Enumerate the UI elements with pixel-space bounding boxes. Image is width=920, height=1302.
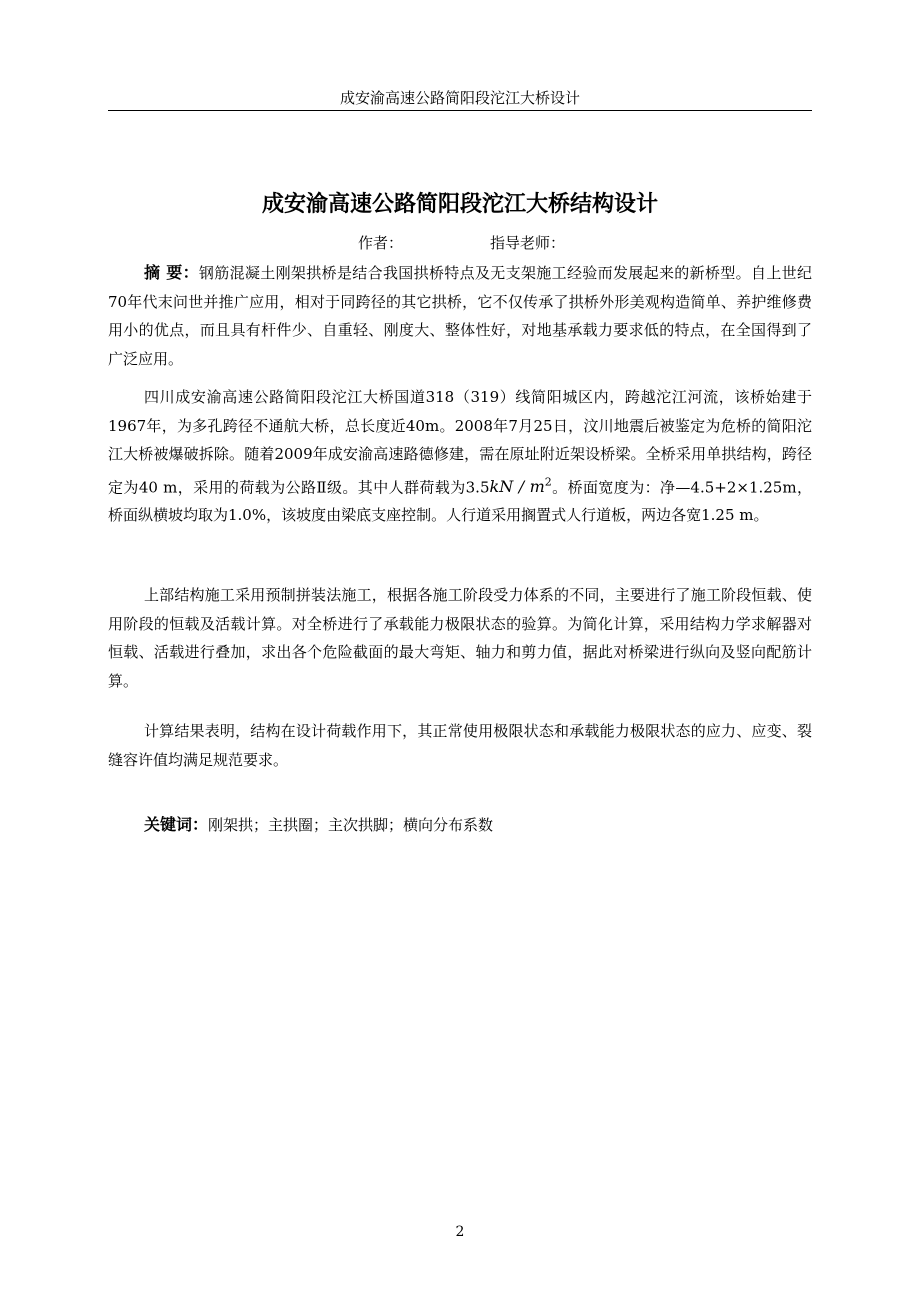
- keywords-text: 刚架拱；主拱圈；主次拱脚；横向分布系数: [208, 816, 494, 834]
- advisor-label: 指导老师：: [490, 234, 566, 252]
- page-number: 2: [455, 1224, 465, 1240]
- abstract-text-4: 计算结果表明，结构在设计荷载作用下，其正常使用极限状态和承载能力极限状态的应力、应变、裂缝容许值均满足规范要求。: [108, 722, 812, 769]
- abstract-text-3: 上部结构施工采用预制拼装法施工，根据各施工阶段受力体系的不同，主要进行了施工阶段恒载、使用阶段的恒载及活载计算。对全桥进行了承载能力极限状态的验算。为简化计算，采用结构力学求解器对恒载、活载进行叠加，求出各个危险截面的最大弯矩、轴力和剪力值，据此对桥梁进行纵向及竖向配筋计算。: [108, 586, 812, 690]
- abstract-paragraph-1: [108, 259, 812, 373]
- load-unit-base: kN / m: [489, 476, 545, 496]
- running-header: 成安渝高速公路简阳段沱江大桥设计: [339, 89, 580, 107]
- document-title: 成安渝高速公路简阳段沱江大桥结构设计: [261, 192, 658, 217]
- keywords-label: 关键词：: [144, 815, 209, 834]
- abstract-paragraph-4: [108, 717, 812, 774]
- abstract-text-1: 钢筋混凝土刚架拱桥是结合我国拱桥特点及无支架施工经验而发展起来的新桥型。自上世纪70年代末问世并推广应用，相对于同跨径的其它拱桥，它不仅传承了拱桥外形美观构造简单、养护维修费用小的优点，而且具有杆件少、自重轻、刚度大、整体性好，对地基承载力要求低的特点，在全国得到了广泛应用。: [108, 264, 812, 368]
- abstract-paragraph-2: [108, 383, 812, 530]
- abstract-paragraph-3: [108, 581, 812, 695]
- abstract-text-2a: 四川成安渝高速公路简阳段沱江大桥国道318（319）线简阳城区内，跨越沱江河流，该桥始建于1967年，为多孔跨径不通航大桥，总长度近40m。2008年7月25日，汶川地震后被鉴定为危桥的简阳沱江大桥被爆破拆除。随着2009年成安渝高速路德修建，需在原址附近架设桥梁。全桥采用单拱结构，跨径定为40 m，采用的荷载为公路Ⅱ级。其中人群荷载为3.5: [108, 388, 812, 496]
- abstract-label: 摘 要：: [144, 263, 199, 282]
- header-divider: [108, 110, 812, 111]
- author-label: 作者：: [358, 234, 404, 252]
- keywords-line: [108, 811, 812, 840]
- load-unit: [490, 477, 552, 496]
- load-unit-exponent: 2: [544, 475, 552, 489]
- abstract-text-2b: 。桥面宽度为：净—4.5+2×1.25m，桥面纵横坡均取为1.0%，该坡度由梁底支座控制。人行道采用搁置式人行道板，两边各宽1.25 m。: [108, 477, 812, 525]
